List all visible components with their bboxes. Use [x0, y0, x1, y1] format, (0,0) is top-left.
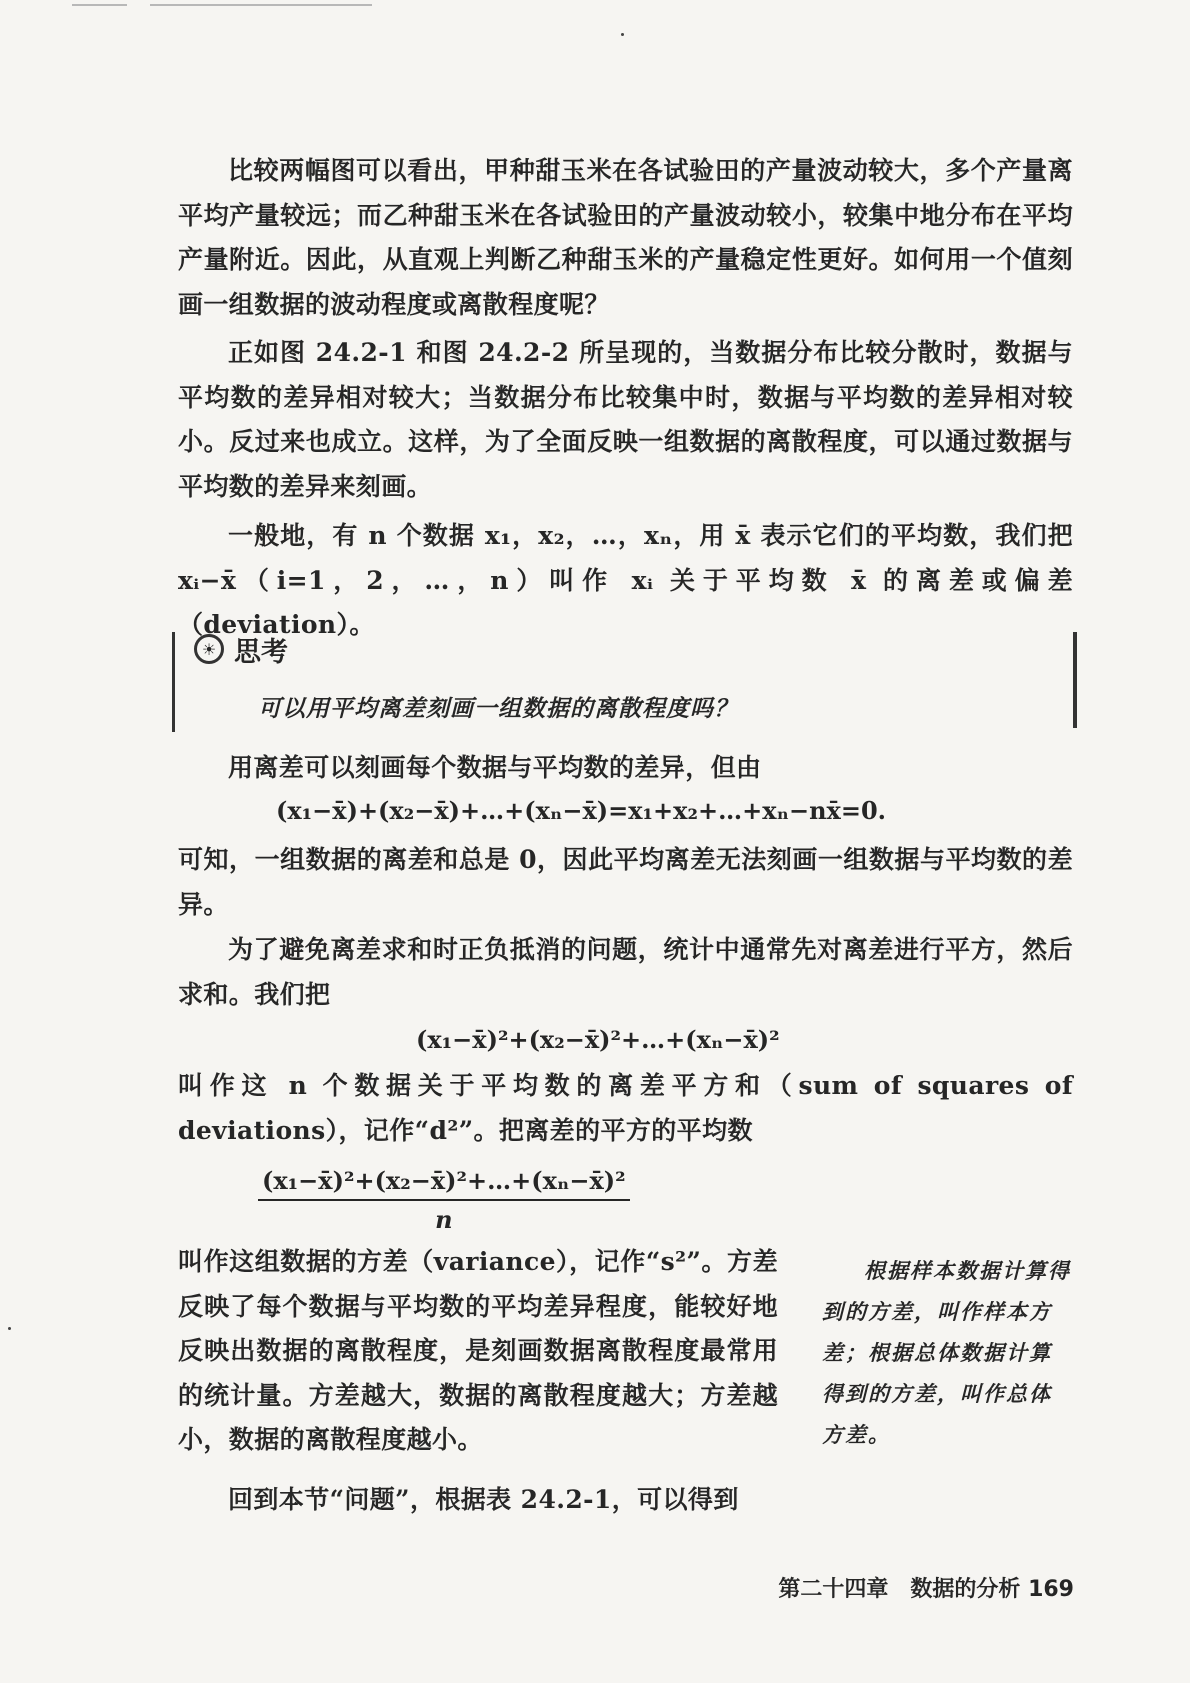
- page-number: 169: [1028, 1577, 1074, 1602]
- paragraph-intro: [178, 746, 1073, 791]
- paragraph-text: 可知，一组数据的离差和总是 0，因此平均离差无法刻画一组数据与平均数的差异。: [178, 845, 1073, 919]
- page-footer: [778, 1572, 1074, 1603]
- scan-speck: [8, 1327, 11, 1330]
- fraction-denominator: n: [435, 1205, 453, 1234]
- top-rule-left: [72, 4, 127, 6]
- formula-sum-of-squares: (x₁−x̄)²+(x₂−x̄)²+…+(xₙ−x̄)²: [416, 1025, 780, 1054]
- paragraph-dispersion: [178, 331, 1073, 509]
- paragraph-text: 叫作这 n 个数据关于平均数的离差平方和（sum of squares of deviations），记作“d²”。把离差的平方的平均数: [178, 1071, 1073, 1145]
- think-box: [172, 628, 1077, 736]
- paragraph-text: 用离差可以刻画每个数据与平均数的差异，但由: [228, 753, 762, 782]
- footer-title: 数据的分析: [910, 1577, 1021, 1602]
- think-question: 可以用平均离差刻画一组数据的离散程度吗？: [258, 695, 738, 722]
- paragraph-squares: [178, 928, 1073, 1017]
- think-title: 思考: [234, 637, 288, 668]
- fraction-numerator: (x₁−x̄)²+(x₂−x̄)²+…+(xₙ−x̄)²: [258, 1166, 630, 1201]
- side-note-text: 根据样本数据计算得到的方差，叫作样本方差；根据总体数据计算得到的方差，叫作总体方差。: [822, 1258, 1071, 1447]
- top-rule-right: [150, 4, 372, 6]
- paragraph-text: 比较两幅图可以看出，甲种甜玉米在各试验田的产量波动较大，多个产量离平均产量较远；而乙种甜玉米在各试验田的产量波动较小，较集中地分布在平均产量附近。因此，从直观上判断乙种甜玉米的产量稳定性更好。如何用一个值刻画一组数据的波动程度或离散程度呢？: [178, 156, 1073, 319]
- paragraph-text: 叫作这组数据的方差（variance），记作“s²”。方差反映了每个数据与平均数的平均差异程度，能较好地反映出数据的离散程度，是刻画数据离散程度最常用的统计量。方差越大，数据的离散程度越大；方差越小，数据的离散程度越小。: [178, 1247, 778, 1454]
- paragraph-sum-squares-definition: [178, 1064, 1073, 1153]
- scan-speck: [621, 33, 624, 36]
- lightbulb-icon: ☀: [194, 634, 224, 664]
- footer-chapter: 第二十四章: [778, 1577, 889, 1602]
- paragraph-comparison: [178, 149, 1073, 327]
- think-bracket-right: [1065, 632, 1077, 728]
- paragraph-return: 回到本节“问题”，根据表 24.2-1，可以得到: [228, 1485, 739, 1514]
- paragraph-text: 为了避免离差求和时正负抵消的问题，统计中通常先对离差进行平方，然后求和。我们把: [178, 935, 1073, 1009]
- paragraph-conclusion: [178, 838, 1073, 927]
- formula-variance-fraction: [258, 1166, 630, 1234]
- think-bracket-left: [172, 632, 183, 732]
- side-note: [822, 1250, 1072, 1455]
- paragraph-text: 一般地，有 n 个数据 x₁，x₂，…，xₙ，用 x̄ 表示它们的平均数，我们把 xᵢ−x̄（i=1，2，…，n）叫作 xᵢ 关于平均数 x̄ 的离差或偏差（deviation）。: [178, 521, 1073, 639]
- paragraph-variance: [178, 1240, 778, 1463]
- formula-deviation-sum: (x₁−x̄)+(x₂−x̄)+…+(xₙ−x̄)=x₁+x₂+…+xₙ−nx̄=0.: [276, 796, 886, 825]
- paragraph-text: 正如图 24.2-1 和图 24.2-2 所呈现的，当数据分布比较分散时，数据与平均数的差异相对较大；当数据分布比较集中时，数据与平均数的差异相对较小。反过来也成立。这样，为了全面反映一组数据的离散程度，可以通过数据与平均数的差异来刻画。: [178, 338, 1073, 501]
